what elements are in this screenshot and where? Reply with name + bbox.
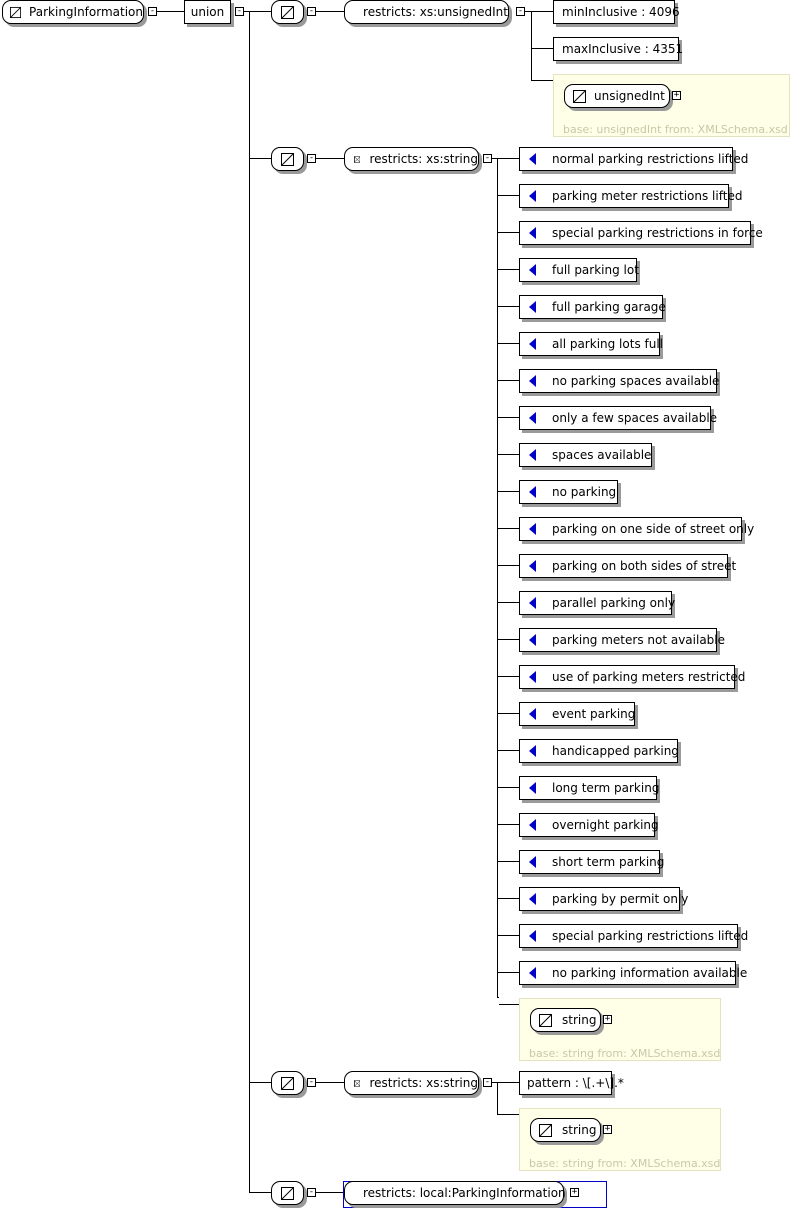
enumeration-label: long term parking <box>552 781 660 795</box>
enumeration-item[interactable] <box>519 628 726 652</box>
enumeration-label: special parking restrictions in force <box>552 226 763 240</box>
enumeration-label: parking on one side of street only <box>552 522 755 536</box>
base-type-string[interactable] <box>530 1008 601 1032</box>
enumeration-item[interactable] <box>519 776 660 800</box>
enumeration-icon <box>529 153 536 165</box>
enumeration-icon <box>529 301 536 313</box>
simple-type-icon <box>539 1014 552 1027</box>
restriction-label: restricts: local:ParkingInformation <box>363 1186 566 1200</box>
branch4-simple-type[interactable] <box>271 1181 304 1205</box>
plus-toggle-icon[interactable]: + <box>604 1014 611 1024</box>
enumeration-icon <box>529 708 536 720</box>
enumeration-label: normal parking restrictions lifted <box>552 152 749 166</box>
enumeration-label: spaces available <box>552 448 652 462</box>
minus-toggle-icon[interactable]: - <box>308 153 315 163</box>
enumeration-icon <box>529 597 536 609</box>
simple-type-icon <box>281 1077 294 1090</box>
enumeration-label: parallel parking only <box>552 596 676 610</box>
minus-toggle-icon[interactable]: - <box>517 6 524 16</box>
branch1-restriction[interactable] <box>344 0 509 24</box>
enumeration-label: full parking garage <box>552 300 666 314</box>
minus-toggle-icon[interactable]: - <box>484 153 491 163</box>
branch2-restriction[interactable] <box>344 147 479 171</box>
facet-label: minInclusive : 4096 <box>562 5 680 19</box>
minus-toggle-icon[interactable]: - <box>308 1187 315 1197</box>
enumeration-item[interactable] <box>519 295 666 319</box>
enumeration-item[interactable] <box>519 517 755 541</box>
enumeration-item[interactable] <box>519 258 637 282</box>
enumeration-icon <box>529 264 536 276</box>
enumeration-label: event parking <box>552 707 636 721</box>
simple-type-icon <box>281 1187 294 1200</box>
enumeration-item[interactable] <box>519 184 743 208</box>
enumeration-item[interactable] <box>519 147 749 171</box>
minus-toggle-icon[interactable]: - <box>149 6 156 16</box>
enumeration-icon <box>529 930 536 942</box>
enumeration-item[interactable] <box>519 554 737 578</box>
restriction-label: restricts: xs:string <box>369 1076 478 1090</box>
base-caption: base: string from: XMLSchema.xsd <box>529 1047 721 1060</box>
enumeration-icon <box>529 375 536 387</box>
root-label: ParkingInformation <box>29 5 143 19</box>
facet-label: pattern : \[.+\].* <box>527 1076 624 1090</box>
enumeration-label: no parking spaces available <box>552 374 720 388</box>
enumeration-item[interactable] <box>519 813 659 837</box>
enumeration-label: no parking information available <box>552 966 748 980</box>
enumeration-icon <box>529 227 536 239</box>
enumeration-icon <box>529 486 536 498</box>
facet-pattern[interactable] <box>519 1071 624 1095</box>
enumeration-icon <box>529 190 536 202</box>
enumeration-item[interactable] <box>519 591 676 615</box>
enumeration-item[interactable] <box>519 702 635 726</box>
simple-type-icon <box>573 90 586 103</box>
facet-max-inclusive[interactable] <box>553 37 684 61</box>
enumeration-icon <box>529 412 536 424</box>
enumeration-icon <box>529 338 536 350</box>
plus-toggle-icon[interactable]: + <box>571 1187 578 1197</box>
enumeration-item[interactable] <box>519 406 718 430</box>
enumeration-item[interactable] <box>519 332 664 356</box>
enumeration-item[interactable] <box>519 887 689 911</box>
enumeration-item[interactable] <box>519 924 749 948</box>
plus-toggle-icon[interactable]: + <box>673 90 680 100</box>
simple-type-icon <box>281 6 294 19</box>
union-label: union <box>190 5 225 19</box>
enumeration-icon <box>529 745 536 757</box>
facet-min-inclusive[interactable] <box>553 0 680 24</box>
facet-label: maxInclusive : 4351 <box>562 42 684 56</box>
base-caption: base: unsignedInt from: XMLSchema.xsd <box>563 123 788 136</box>
simple-type-icon <box>281 153 294 166</box>
enumeration-item[interactable] <box>519 850 665 874</box>
enumeration-icon <box>529 893 536 905</box>
simple-type-icon <box>10 6 21 19</box>
enumeration-label: special parking restrictions lifted <box>552 929 749 943</box>
enumeration-item[interactable] <box>519 443 652 467</box>
enumeration-label: parking on both sides of street <box>552 559 737 573</box>
enumeration-item[interactable] <box>519 369 720 393</box>
enumeration-label: full parking lot <box>552 263 639 277</box>
base-type-unsignedint[interactable] <box>564 84 670 108</box>
minus-toggle-icon[interactable]: - <box>484 1077 491 1087</box>
restriction-icon <box>354 1077 360 1090</box>
enumeration-label: overnight parking <box>552 818 659 832</box>
minus-toggle-icon[interactable]: - <box>308 1077 315 1087</box>
enumeration-label: parking meter restrictions lifted <box>552 189 743 203</box>
enumeration-icon <box>529 967 536 979</box>
enumeration-item[interactable] <box>519 739 678 763</box>
base-type-string[interactable] <box>530 1118 601 1142</box>
enumeration-label: short term parking <box>552 855 665 869</box>
minus-toggle-icon[interactable]: - <box>236 6 243 16</box>
simple-type-icon <box>539 1124 552 1137</box>
minus-toggle-icon[interactable]: - <box>308 6 315 16</box>
branch4-restriction[interactable] <box>344 1181 564 1205</box>
root-simple-type[interactable] <box>2 0 144 24</box>
branch3-restriction[interactable] <box>344 1071 479 1095</box>
base-type-label: unsignedInt <box>594 89 665 103</box>
enumeration-icon <box>529 856 536 868</box>
enumeration-icon <box>529 671 536 683</box>
enumeration-label: no parking <box>552 485 617 499</box>
branch1-simple-type[interactable] <box>271 0 304 24</box>
enumeration-item[interactable] <box>519 665 746 689</box>
enumeration-label: use of parking meters restricted <box>552 670 746 684</box>
enumeration-item[interactable] <box>519 221 763 245</box>
enumeration-label: parking meters not available <box>552 633 726 647</box>
enumeration-label: all parking lots full <box>552 337 664 351</box>
base-type-label: string <box>562 1123 597 1137</box>
enumeration-icon <box>529 634 536 646</box>
enumeration-icon <box>529 449 536 461</box>
base-caption: base: string from: XMLSchema.xsd <box>529 1157 721 1170</box>
enumeration-item[interactable] <box>519 480 618 504</box>
restriction-label: restricts: xs:string <box>369 152 478 166</box>
branch3-simple-type[interactable] <box>271 1071 304 1095</box>
union-node[interactable] <box>184 0 231 24</box>
enumeration-icon <box>529 523 536 535</box>
enumeration-label: handicapped parking <box>552 744 679 758</box>
base-type-label: string <box>562 1013 597 1027</box>
branch2-simple-type[interactable] <box>271 147 304 171</box>
restriction-icon <box>354 153 360 166</box>
enumeration-item[interactable] <box>519 961 748 985</box>
enumeration-icon <box>529 782 536 794</box>
enumeration-label: parking by permit only <box>552 892 689 906</box>
restriction-label: restricts: xs:unsignedInt <box>363 5 508 19</box>
enumeration-icon <box>529 819 536 831</box>
enumeration-icon <box>529 560 536 572</box>
plus-toggle-icon[interactable]: + <box>604 1124 611 1134</box>
enumeration-label: only a few spaces available <box>552 411 718 425</box>
